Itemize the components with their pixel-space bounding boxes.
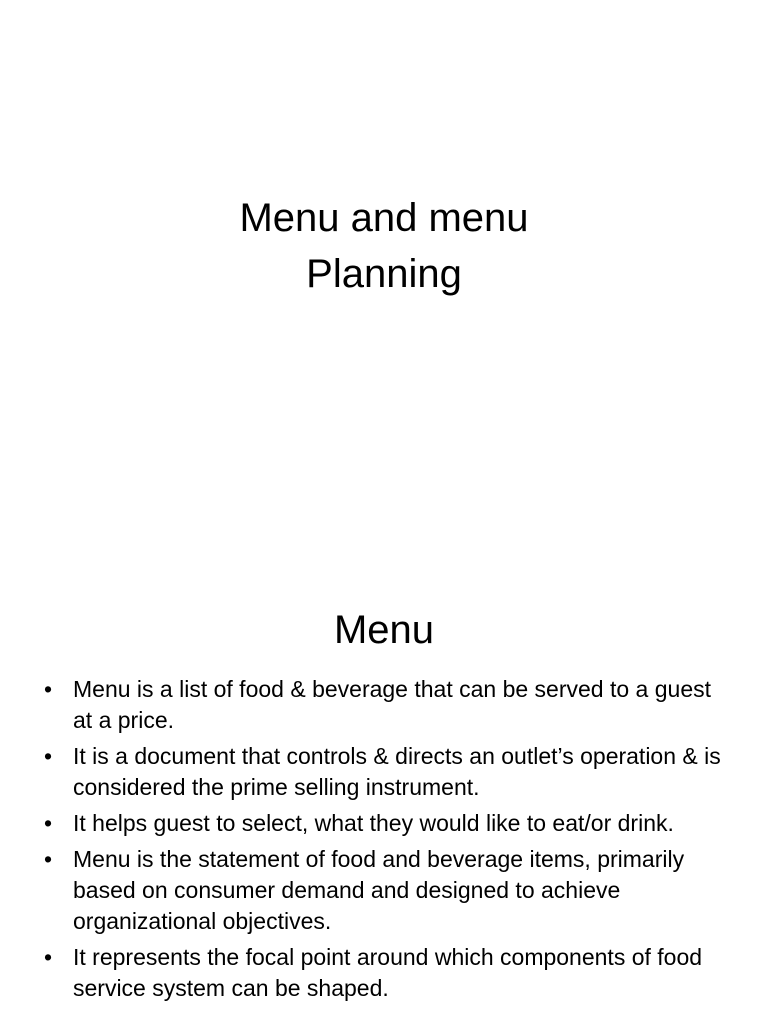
bullet-icon: • (44, 810, 53, 836)
bullet-icon: • (44, 676, 53, 702)
bullet-list (40, 674, 730, 1009)
slide-title-line-2: Planning (306, 252, 462, 296)
bullet-text: Menu is a list of food & beverage that can be served to a guest at a price. (73, 676, 712, 733)
bullet-text: It helps guest to select, what they would like to eat/or drink. (73, 810, 674, 836)
slide-title-line-1: Menu and menu (239, 196, 529, 240)
bullet-item (40, 741, 730, 803)
bullet-item (40, 942, 730, 1004)
bullet-item (40, 674, 730, 736)
content-slide-title: Menu (333, 608, 435, 652)
content-slide (0, 576, 768, 1024)
bullet-text: It represents the focal point around which components of food service system can be shaped. (73, 944, 703, 1001)
bullet-text: It is a document that controls & directs an outlet’s operation & is considered the prime selling instrument. (73, 743, 721, 800)
bullet-item (40, 808, 730, 839)
bullet-item (40, 844, 730, 937)
bullet-text: Menu is the statement of food and beverage items, primarily based on consumer demand and designed to achieve organizational objectives. (73, 846, 685, 934)
bullet-icon: • (44, 846, 53, 872)
slide-title (0, 190, 768, 302)
bullet-icon: • (44, 944, 53, 970)
bullet-icon: • (44, 743, 53, 769)
